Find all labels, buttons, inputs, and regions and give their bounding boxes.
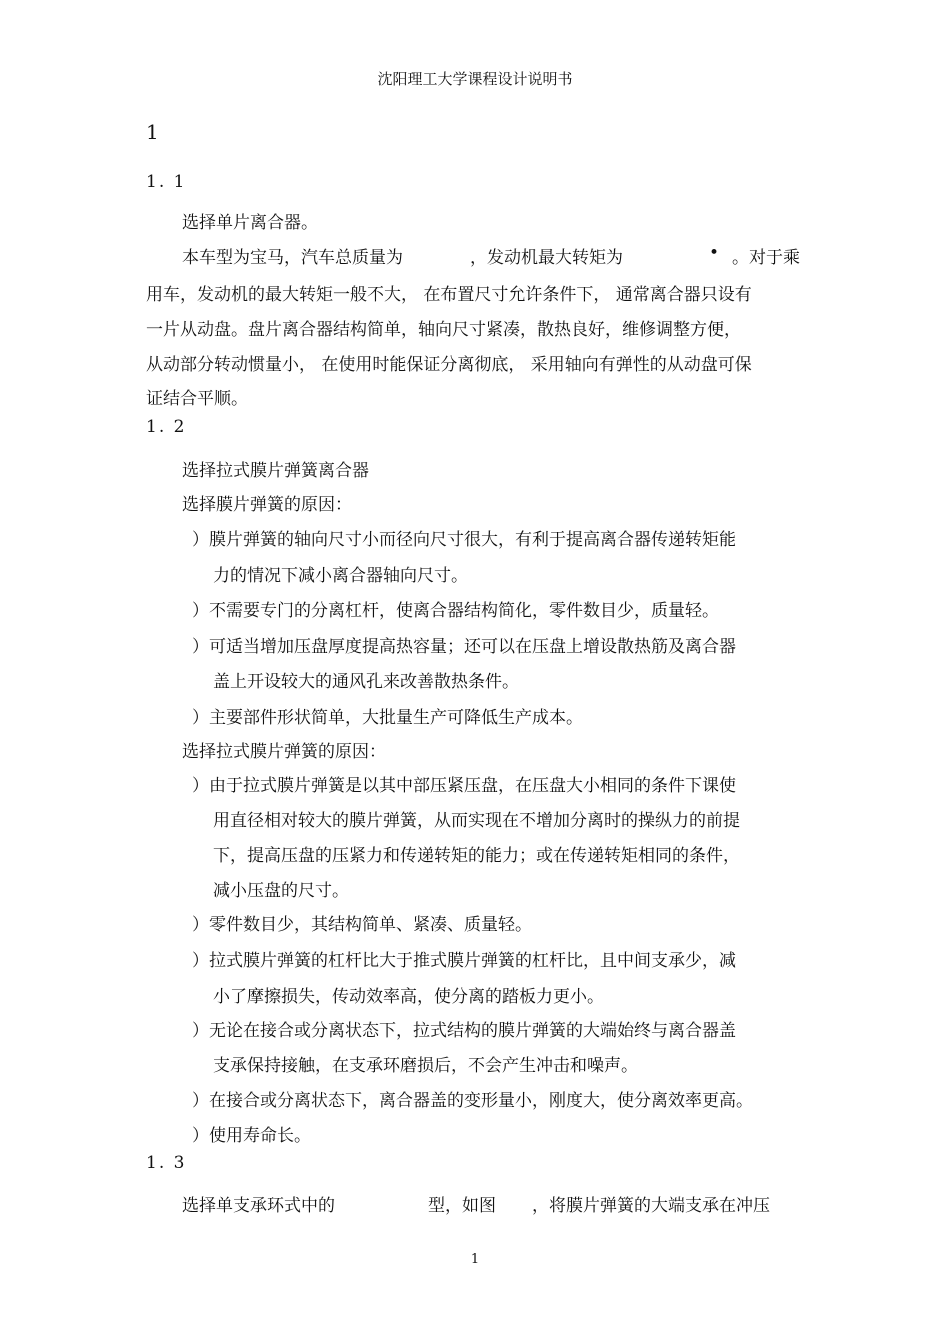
list-item-continuation: 力的情况下减小离合器轴向尺寸。 [213,566,468,586]
multiplication-dot: • [709,243,720,263]
list-item: ）在接合或分离状态下，离合器盖的变形量小，刚度大，使分离效率更高。 [192,1091,753,1111]
paragraph-fragment: ，将膜片弹簧的大端支承在冲压 [532,1196,770,1216]
section-heading-1-3: 1. 3 [146,1153,187,1173]
paragraph-fragment: ，发动机最大转矩为 [470,248,623,268]
list-item: ）使用寿命长。 [192,1126,311,1146]
paragraph-line: 选择膜片弹簧的原因： [182,495,352,515]
page-header: 沈阳理工大学课程设计说明书 [377,70,573,88]
list-item: ）零件数目少，其结构简单、紧凑、质量轻。 [192,915,532,935]
list-item-continuation: 用直径相对较大的膜片弹簧，从而实现在不增加分离时的操纵力的前提 [213,811,740,831]
list-item: ）主要部件形状简单，大批量生产可降低生产成本。 [192,708,583,728]
list-item-continuation: 盖上开设较大的通风孔来改善散热条件。 [213,672,519,692]
paragraph-line: 一片从动盘。盘片离合器结构简单，轴向尺寸紧凑，散热良好，维修调整方便， [146,320,741,340]
paragraph-line: 选择拉式膜片弹簧的原因： [182,742,386,762]
list-item: ）拉式膜片弹簧的杠杆比大于推式膜片弹簧的杠杆比，且中间支承少，减 [192,951,736,971]
paragraph-line: 从动部分转动惯量小， 在使用时能保证分离彻底， 采用轴向有弹性的从动盘可保 [146,355,752,375]
page-number: 1 [470,1252,480,1267]
list-item-continuation: 下，提高压盘的压紧力和传递转矩的能力；或在传递转矩相同的条件， [213,846,740,866]
list-item: ）由于拉式膜片弹簧是以其中部压紧压盘，在压盘大小相同的条件下课使 [192,776,736,796]
list-item: ）无论在接合或分离状态下，拉式结构的膜片弹簧的大端始终与离合器盖 [192,1021,736,1041]
list-item-continuation: 减小压盘的尺寸。 [213,881,349,901]
list-item: ）可适当增加压盘厚度提高热容量；还可以在压盘上增设散热筋及离合器 [192,637,736,657]
paragraph-line: 选择单支承环式中的 [182,1196,335,1216]
paragraph-fragment: 型，如图 [428,1196,496,1216]
list-item-continuation: 支承保持接触，在支承环磨损后，不会产生冲击和噪声。 [213,1056,638,1076]
paragraph-line: 选择单片离合器。 [182,213,318,233]
paragraph-fragment: 。对于乘 [732,248,800,268]
list-item: ）膜片弹簧的轴向尺寸小而径向尺寸很大，有利于提高离合器传递转矩能 [192,530,736,550]
paragraph-line: 证结合平顺。 [146,389,248,409]
paragraph-line: 本车型为宝马，汽车总质量为 [182,248,403,268]
paragraph-line: 选择拉式膜片弹簧离合器 [182,461,369,481]
list-item-continuation: 小了摩擦损失，传动效率高，使分离的踏板力更小。 [213,987,604,1007]
section-heading-1-2: 1. 2 [146,417,187,437]
chapter-heading: 1 [146,120,161,144]
list-item: ）不需要专门的分离杠杆，使离合器结构简化，零件数目少，质量轻。 [192,601,719,621]
section-heading-1-1: 1. 1 [146,172,187,192]
paragraph-line: 用车，发动机的最大转矩一般不大， 在布置尺寸允许条件下， 通常离合器只设有 [146,285,752,305]
